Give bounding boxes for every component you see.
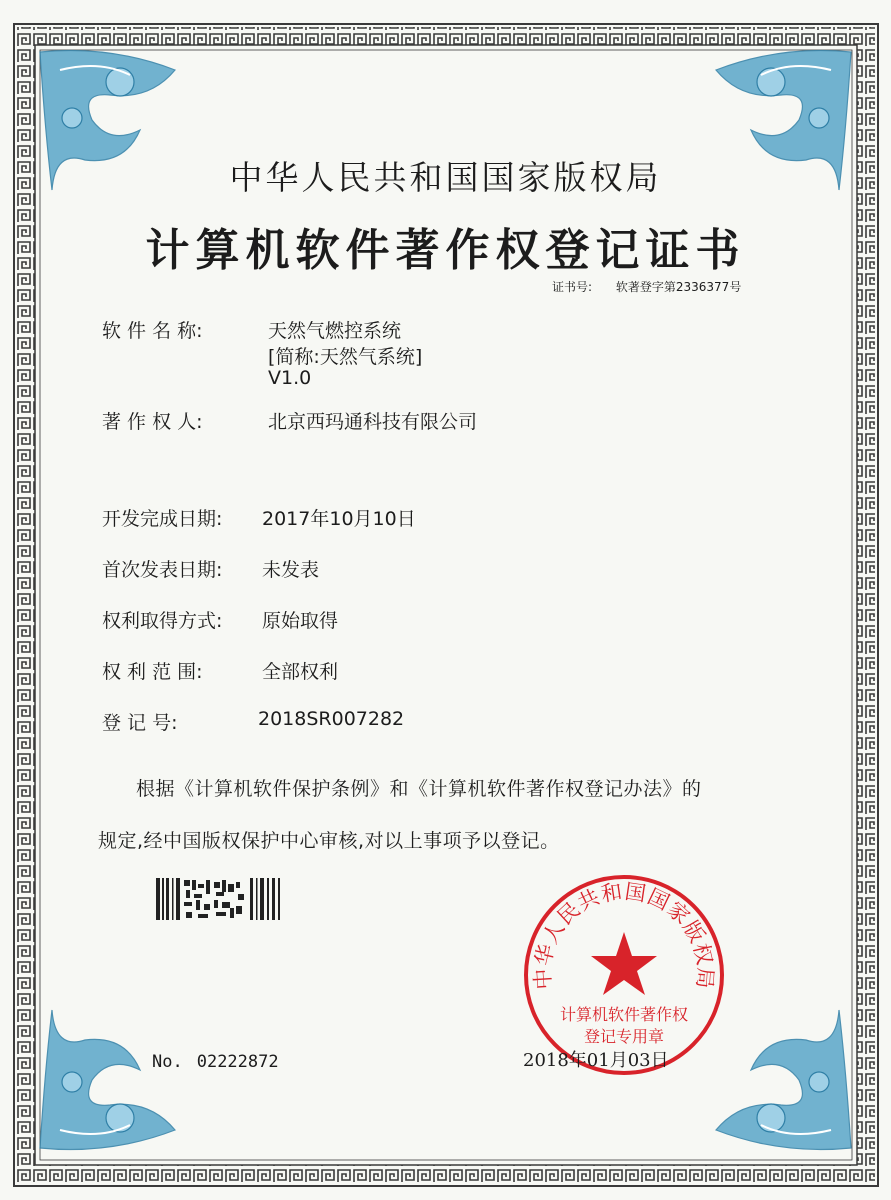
completion-date-label: 开发完成日期: — [102, 508, 223, 530]
copyright-owner-value: 北京西玛通科技有限公司 — [268, 411, 478, 433]
seal-star-icon — [591, 932, 657, 995]
rights-scope-label: 权 利 范 围: — [102, 661, 203, 683]
software-short-name: [简称:天然气系统] — [268, 346, 423, 368]
certificate-number — [552, 278, 741, 295]
software-name-value: 天然气燃控系统 — [268, 320, 402, 342]
seal-line-2: 登记专用章 — [583, 1027, 665, 1046]
corner-ornament-bottom-right — [716, 1010, 851, 1150]
certificate-number-label: 证书号: — [552, 280, 593, 294]
serial-number — [152, 1052, 279, 1072]
statement-line-2: 规定,经中国版权保护中心审核,对以上事项予以登记。 — [98, 830, 560, 852]
serial-label: No. — [152, 1052, 183, 1072]
registration-number-label: 登 记 号: — [102, 712, 178, 734]
acquisition-method-value: 原始取得 — [262, 610, 339, 632]
registration-number-value: 2018SR007282 — [258, 708, 405, 730]
serial-value: 02222872 — [196, 1052, 279, 1072]
issuer-name: 中华人民共和国国家版权局 — [229, 158, 662, 197]
publication-date-label: 首次发表日期: — [102, 559, 223, 581]
seal-arc-text: 中华人民共和国国家版权局 — [530, 879, 718, 991]
statement-line-1: 根据《计算机软件保护条例》和《计算机软件著作权登记办法》的 — [136, 778, 702, 800]
seal-line-1: 计算机软件著作权 — [559, 1005, 689, 1024]
rights-scope-value: 全部权利 — [262, 661, 339, 683]
publication-date-value: 未发表 — [262, 559, 320, 581]
acquisition-method-label: 权利取得方式: — [102, 610, 223, 632]
certificate-title: 计算机软件著作权登记证书 — [145, 225, 746, 276]
certificate-number-value: 软著登字第2336377号 — [615, 280, 742, 294]
copyright-owner-label: 著 作 权 人: — [102, 411, 203, 433]
issue-date: 2018年01月03日 — [523, 1050, 669, 1071]
software-name-label: 软 件 名 称: — [102, 320, 203, 342]
barcode-image — [156, 878, 284, 920]
completion-date-value: 2017年10月10日 — [262, 508, 416, 530]
software-version: V1.0 — [268, 367, 312, 389]
corner-ornament-bottom-left — [40, 1010, 175, 1150]
